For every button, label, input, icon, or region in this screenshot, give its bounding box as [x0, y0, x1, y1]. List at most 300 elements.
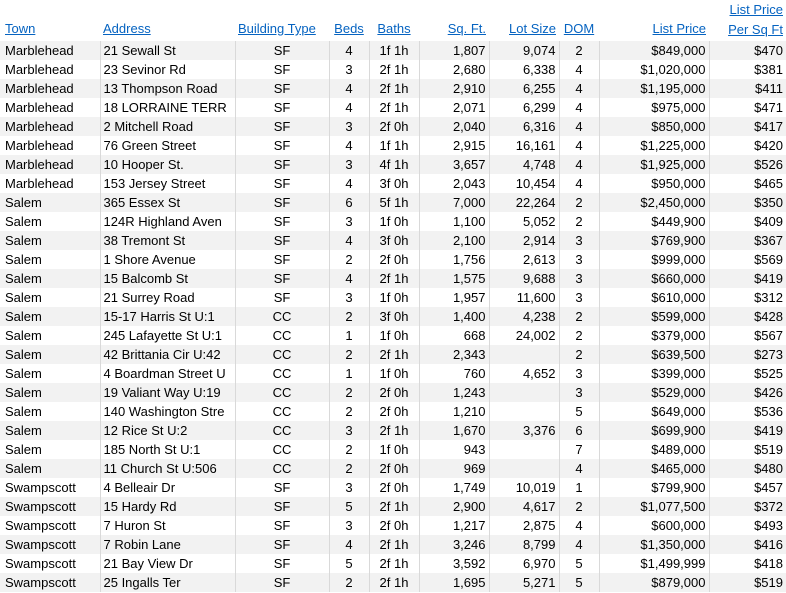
cell-building-type[interactable]: SF — [235, 288, 329, 307]
cell-address[interactable]: 4 Belleair Dr — [100, 478, 235, 497]
cell-baths[interactable]: 2f 1h — [369, 79, 419, 98]
cell-sqft[interactable]: 7,000 — [419, 193, 489, 212]
cell-building-type[interactable]: CC — [235, 402, 329, 421]
cell-building-type[interactable]: SF — [235, 573, 329, 592]
cell-price-per-sqft[interactable]: $409 — [754, 214, 783, 229]
cell-baths[interactable]: 2f 0h — [369, 383, 419, 402]
cell-address[interactable]: 21 Surrey Road — [100, 288, 235, 307]
cell-building-type[interactable]: CC — [235, 326, 329, 345]
cell-price-per-sqft[interactable]: $519 — [709, 573, 786, 592]
cell-building-type[interactable]: CC — [235, 364, 329, 383]
cell-building-type[interactable]: SF — [235, 79, 329, 98]
header-address[interactable]: Address — [103, 21, 151, 36]
cell-lot-size[interactable] — [489, 459, 559, 478]
cell-list-price[interactable]: $529,000 — [599, 383, 709, 402]
header-lot-size[interactable]: Lot Size — [509, 21, 556, 36]
cell-town[interactable]: Marblehead — [0, 98, 100, 117]
cell-lot-size[interactable]: 16,161 — [489, 136, 559, 155]
cell-list-price[interactable]: $1,350,000 — [599, 535, 709, 554]
cell-price-per-sqft[interactable]: $525 — [754, 366, 783, 381]
cell-town[interactable]: Swampscott — [0, 535, 100, 554]
cell-price-per-sqft[interactable]: $569 — [754, 252, 783, 267]
cell-lot-size[interactable]: 6,299 — [489, 98, 559, 117]
cell-beds[interactable]: 3 — [329, 212, 369, 231]
cell-address[interactable]: 10 Hooper St. — [100, 155, 235, 174]
cell-building-type[interactable]: SF — [235, 497, 329, 516]
cell-beds[interactable]: 2 — [329, 250, 369, 269]
cell-list-price[interactable]: $1,195,000 — [599, 79, 709, 98]
cell-price-per-sqft[interactable]: $567 — [754, 328, 783, 343]
cell-sqft[interactable]: 760 — [419, 364, 489, 383]
cell-town[interactable]: Swampscott — [0, 554, 100, 573]
cell-town[interactable]: Salem — [0, 459, 100, 478]
cell-town[interactable]: Salem — [0, 326, 100, 345]
header-town[interactable]: Town — [5, 21, 36, 36]
cell-town[interactable]: Salem — [0, 231, 100, 250]
cell-baths[interactable]: 1f 1h — [369, 41, 419, 60]
cell-beds[interactable]: 2 — [329, 573, 369, 592]
cell-baths[interactable]: 2f 0h — [369, 402, 419, 421]
cell-price-per-sqft[interactable]: $419 — [709, 269, 786, 288]
cell-beds[interactable]: 4 — [329, 174, 369, 193]
cell-baths[interactable]: 1f 0h — [369, 326, 419, 345]
cell-address[interactable]: 15-17 Harris St U:1 — [100, 307, 235, 326]
cell-lot-size[interactable]: 24,002 — [489, 326, 559, 345]
cell-price-per-sqft[interactable]: $480 — [709, 459, 786, 478]
cell-address[interactable]: 25 Ingalls Ter — [100, 573, 235, 592]
cell-building-type[interactable]: CC — [235, 383, 329, 402]
cell-price-per-sqft[interactable]: $418 — [754, 556, 783, 571]
cell-baths[interactable]: 3f 0h — [369, 307, 419, 326]
cell-sqft[interactable]: 1,575 — [419, 269, 489, 288]
cell-baths[interactable]: 1f 0h — [369, 364, 419, 383]
cell-address[interactable]: 15 Balcomb St — [100, 269, 235, 288]
cell-list-price[interactable]: $639,500 — [599, 345, 709, 364]
cell-list-price[interactable]: $879,000 — [599, 573, 709, 592]
cell-beds[interactable]: 4 — [329, 535, 369, 554]
cell-baths[interactable]: 2f 1h — [369, 554, 419, 573]
cell-town[interactable]: Swampscott — [0, 478, 100, 497]
cell-lot-size[interactable]: 5,052 — [489, 212, 559, 231]
cell-sqft[interactable]: 1,100 — [419, 212, 489, 231]
cell-building-type[interactable]: SF — [235, 535, 329, 554]
cell-beds[interactable]: 3 — [329, 60, 369, 79]
cell-sqft[interactable]: 2,910 — [419, 79, 489, 98]
cell-price-per-sqft[interactable]: $419 — [709, 421, 786, 440]
cell-baths[interactable]: 2f 0h — [369, 478, 419, 497]
cell-address[interactable]: 365 Essex St — [100, 193, 235, 212]
cell-dom[interactable]: 5 — [559, 402, 599, 421]
cell-lot-size[interactable]: 2,914 — [489, 231, 559, 250]
cell-list-price[interactable]: $660,000 — [599, 269, 709, 288]
cell-lot-size[interactable]: 6,255 — [489, 79, 559, 98]
cell-baths[interactable]: 1f 0h — [369, 440, 419, 459]
cell-list-price[interactable]: $699,900 — [599, 421, 709, 440]
cell-price-per-sqft[interactable]: $465 — [754, 176, 783, 191]
cell-beds[interactable]: 6 — [329, 193, 369, 212]
cell-sqft[interactable]: 668 — [419, 326, 489, 345]
cell-town[interactable]: Marblehead — [0, 136, 100, 155]
cell-lot-size[interactable]: 5,271 — [489, 573, 559, 592]
cell-building-type[interactable]: CC — [235, 307, 329, 326]
cell-beds[interactable]: 1 — [329, 364, 369, 383]
cell-town[interactable]: Salem — [0, 402, 100, 421]
cell-town[interactable]: Salem — [0, 250, 100, 269]
cell-dom[interactable]: 7 — [559, 440, 599, 459]
cell-address[interactable]: 12 Rice St U:2 — [100, 421, 235, 440]
cell-lot-size[interactable]: 10,454 — [489, 174, 559, 193]
cell-baths[interactable]: 1f 0h — [369, 212, 419, 231]
cell-sqft[interactable]: 2,100 — [419, 231, 489, 250]
cell-price-per-sqft[interactable]: $526 — [709, 155, 786, 174]
cell-beds[interactable]: 3 — [329, 155, 369, 174]
cell-price-per-sqft[interactable]: $536 — [754, 404, 783, 419]
cell-baths[interactable]: 4f 1h — [369, 155, 419, 174]
header-baths[interactable]: Baths — [377, 21, 411, 36]
cell-list-price[interactable]: $799,900 — [599, 478, 709, 497]
cell-lot-size[interactable]: 22,264 — [489, 193, 559, 212]
cell-baths[interactable]: 2f 1h — [369, 573, 419, 592]
cell-address[interactable]: 1 Shore Avenue — [100, 250, 235, 269]
cell-lot-size[interactable]: 8,799 — [489, 535, 559, 554]
header-beds[interactable]: Beds — [334, 21, 364, 36]
cell-list-price[interactable]: $999,000 — [599, 250, 709, 269]
cell-sqft[interactable]: 1,807 — [419, 41, 489, 60]
cell-dom[interactable]: 1 — [559, 478, 599, 497]
cell-building-type[interactable]: SF — [235, 193, 329, 212]
cell-beds[interactable]: 4 — [329, 269, 369, 288]
cell-price-per-sqft[interactable]: $312 — [754, 290, 783, 305]
header-dom[interactable]: DOM — [563, 21, 595, 36]
cell-lot-size[interactable]: 9,688 — [489, 269, 559, 288]
cell-lot-size[interactable]: 10,019 — [489, 478, 559, 497]
cell-baths[interactable]: 3f 0h — [369, 174, 419, 193]
cell-dom[interactable]: 4 — [559, 174, 599, 193]
cell-dom[interactable]: 2 — [559, 326, 599, 345]
cell-sqft[interactable]: 1,749 — [419, 478, 489, 497]
cell-dom[interactable]: 4 — [559, 516, 599, 535]
header-building-type[interactable]: Building Type — [238, 21, 316, 36]
cell-sqft[interactable]: 1,756 — [419, 250, 489, 269]
cell-price-per-sqft[interactable]: $350 — [709, 193, 786, 212]
cell-list-price[interactable]: $950,000 — [599, 174, 709, 193]
cell-town[interactable]: Salem — [0, 421, 100, 440]
cell-list-price[interactable]: $449,900 — [599, 212, 709, 231]
cell-building-type[interactable]: SF — [235, 117, 329, 136]
cell-lot-size[interactable] — [489, 383, 559, 402]
cell-town[interactable]: Marblehead — [0, 79, 100, 98]
cell-address[interactable]: 15 Hardy Rd — [100, 497, 235, 516]
cell-sqft[interactable]: 2,043 — [419, 174, 489, 193]
cell-lot-size[interactable]: 4,238 — [489, 307, 559, 326]
cell-town[interactable]: Swampscott — [0, 516, 100, 535]
cell-sqft[interactable]: 1,243 — [419, 383, 489, 402]
cell-building-type[interactable]: SF — [235, 98, 329, 117]
cell-town[interactable]: Swampscott — [0, 497, 100, 516]
cell-dom[interactable]: 3 — [559, 288, 599, 307]
cell-address[interactable]: 11 Church St U:506 — [100, 459, 235, 478]
cell-list-price[interactable]: $649,000 — [599, 402, 709, 421]
cell-sqft[interactable]: 1,210 — [419, 402, 489, 421]
cell-address[interactable]: 21 Sewall St — [100, 41, 235, 60]
cell-address[interactable]: 7 Huron St — [100, 516, 235, 535]
cell-baths[interactable]: 2f 1h — [369, 60, 419, 79]
cell-address[interactable]: 23 Sevinor Rd — [100, 60, 235, 79]
cell-lot-size[interactable]: 4,748 — [489, 155, 559, 174]
cell-dom[interactable]: 3 — [559, 231, 599, 250]
cell-price-per-sqft[interactable]: $457 — [754, 480, 783, 495]
cell-baths[interactable]: 2f 1h — [369, 535, 419, 554]
cell-list-price[interactable]: $399,000 — [599, 364, 709, 383]
cell-dom[interactable]: 3 — [559, 383, 599, 402]
cell-baths[interactable]: 2f 0h — [369, 250, 419, 269]
cell-lot-size[interactable] — [489, 402, 559, 421]
cell-sqft[interactable]: 2,900 — [419, 497, 489, 516]
cell-building-type[interactable]: SF — [235, 155, 329, 174]
cell-list-price[interactable]: $849,000 — [599, 41, 709, 60]
cell-sqft[interactable]: 1,670 — [419, 421, 489, 440]
cell-baths[interactable]: 1f 1h — [369, 136, 419, 155]
cell-price-per-sqft[interactable]: $428 — [709, 307, 786, 326]
cell-sqft[interactable]: 969 — [419, 459, 489, 478]
cell-lot-size[interactable]: 3,376 — [489, 421, 559, 440]
cell-lot-size[interactable]: 6,338 — [489, 60, 559, 79]
cell-dom[interactable]: 3 — [559, 269, 599, 288]
cell-dom[interactable]: 5 — [559, 573, 599, 592]
cell-lot-size[interactable]: 2,613 — [489, 250, 559, 269]
cell-baths[interactable]: 2f 1h — [369, 98, 419, 117]
cell-address[interactable]: 153 Jersey Street — [100, 174, 235, 193]
cell-list-price[interactable]: $850,000 — [599, 117, 709, 136]
cell-baths[interactable]: 2f 0h — [369, 459, 419, 478]
cell-beds[interactable]: 3 — [329, 288, 369, 307]
cell-price-per-sqft[interactable]: $470 — [709, 41, 786, 60]
cell-beds[interactable]: 1 — [329, 326, 369, 345]
cell-baths[interactable]: 2f 1h — [369, 497, 419, 516]
cell-beds[interactable]: 4 — [329, 79, 369, 98]
cell-town[interactable]: Salem — [0, 269, 100, 288]
cell-beds[interactable]: 2 — [329, 440, 369, 459]
cell-list-price[interactable]: $2,450,000 — [599, 193, 709, 212]
cell-dom[interactable]: 4 — [559, 155, 599, 174]
cell-lot-size[interactable] — [489, 440, 559, 459]
cell-town[interactable]: Salem — [0, 383, 100, 402]
cell-price-per-sqft[interactable]: $519 — [754, 442, 783, 457]
cell-beds[interactable]: 3 — [329, 478, 369, 497]
cell-dom[interactable]: 4 — [559, 136, 599, 155]
cell-sqft[interactable]: 1,217 — [419, 516, 489, 535]
cell-building-type[interactable]: CC — [235, 459, 329, 478]
cell-sqft[interactable]: 3,657 — [419, 155, 489, 174]
cell-town[interactable]: Salem — [0, 193, 100, 212]
cell-price-per-sqft[interactable]: $372 — [709, 497, 786, 516]
cell-sqft[interactable]: 1,400 — [419, 307, 489, 326]
cell-beds[interactable]: 3 — [329, 516, 369, 535]
cell-beds[interactable]: 4 — [329, 136, 369, 155]
header-sqft[interactable]: Sq. Ft. — [447, 21, 486, 36]
cell-town[interactable]: Salem — [0, 307, 100, 326]
cell-address[interactable]: 21 Bay View Dr — [100, 554, 235, 573]
cell-address[interactable]: 42 Brittania Cir U:42 — [100, 345, 235, 364]
cell-list-price[interactable]: $1,925,000 — [599, 155, 709, 174]
cell-building-type[interactable]: SF — [235, 174, 329, 193]
cell-dom[interactable]: 2 — [559, 307, 599, 326]
cell-lot-size[interactable]: 4,652 — [489, 364, 559, 383]
cell-address[interactable]: 18 LORRAINE TERR — [100, 98, 235, 117]
cell-dom[interactable]: 3 — [559, 364, 599, 383]
cell-baths[interactable]: 2f 0h — [369, 516, 419, 535]
cell-dom[interactable]: 2 — [559, 41, 599, 60]
cell-building-type[interactable]: CC — [235, 421, 329, 440]
cell-price-per-sqft[interactable]: $411 — [709, 79, 786, 98]
cell-list-price[interactable]: $769,900 — [599, 231, 709, 250]
cell-beds[interactable]: 4 — [329, 41, 369, 60]
cell-town[interactable]: Swampscott — [0, 573, 100, 592]
cell-town[interactable]: Marblehead — [0, 60, 100, 79]
cell-building-type[interactable]: SF — [235, 60, 329, 79]
cell-beds[interactable]: 2 — [329, 345, 369, 364]
cell-address[interactable]: 13 Thompson Road — [100, 79, 235, 98]
cell-beds[interactable]: 2 — [329, 459, 369, 478]
cell-building-type[interactable]: SF — [235, 516, 329, 535]
cell-building-type[interactable]: SF — [235, 250, 329, 269]
header-list-price[interactable]: List Price — [652, 21, 706, 36]
cell-dom[interactable]: 4 — [559, 79, 599, 98]
cell-beds[interactable]: 2 — [329, 307, 369, 326]
cell-sqft[interactable]: 3,246 — [419, 535, 489, 554]
cell-address[interactable]: 245 Lafayette St U:1 — [100, 326, 235, 345]
cell-price-per-sqft[interactable]: $420 — [754, 138, 783, 153]
cell-lot-size[interactable]: 6,316 — [489, 117, 559, 136]
cell-beds[interactable]: 4 — [329, 98, 369, 117]
cell-lot-size[interactable]: 11,600 — [489, 288, 559, 307]
cell-list-price[interactable]: $1,020,000 — [599, 60, 709, 79]
cell-beds[interactable]: 3 — [329, 421, 369, 440]
cell-lot-size[interactable]: 6,970 — [489, 554, 559, 573]
cell-sqft[interactable]: 2,040 — [419, 117, 489, 136]
cell-sqft[interactable]: 2,680 — [419, 60, 489, 79]
cell-beds[interactable]: 3 — [329, 117, 369, 136]
cell-baths[interactable]: 5f 1h — [369, 193, 419, 212]
cell-dom[interactable]: 4 — [559, 98, 599, 117]
cell-town[interactable]: Salem — [0, 440, 100, 459]
cell-list-price[interactable]: $599,000 — [599, 307, 709, 326]
cell-address[interactable]: 185 North St U:1 — [100, 440, 235, 459]
cell-address[interactable]: 38 Tremont St — [100, 231, 235, 250]
cell-building-type[interactable]: CC — [235, 440, 329, 459]
cell-town[interactable]: Marblehead — [0, 155, 100, 174]
cell-baths[interactable]: 2f 1h — [369, 269, 419, 288]
cell-list-price[interactable]: $1,077,500 — [599, 497, 709, 516]
cell-baths[interactable]: 3f 0h — [369, 231, 419, 250]
cell-address[interactable]: 19 Valiant Way U:19 — [100, 383, 235, 402]
cell-address[interactable]: 2 Mitchell Road — [100, 117, 235, 136]
cell-sqft[interactable]: 943 — [419, 440, 489, 459]
cell-dom[interactable]: 2 — [559, 497, 599, 516]
cell-lot-size[interactable]: 9,074 — [489, 41, 559, 60]
cell-building-type[interactable]: SF — [235, 231, 329, 250]
cell-dom[interactable]: 4 — [559, 459, 599, 478]
cell-town[interactable]: Salem — [0, 364, 100, 383]
cell-town[interactable]: Marblehead — [0, 41, 100, 60]
cell-beds[interactable]: 2 — [329, 383, 369, 402]
cell-baths[interactable]: 2f 1h — [369, 421, 419, 440]
cell-address[interactable]: 124R Highland Aven — [100, 212, 235, 231]
cell-list-price[interactable]: $1,225,000 — [599, 136, 709, 155]
cell-price-per-sqft[interactable]: $493 — [754, 518, 783, 533]
cell-dom[interactable]: 6 — [559, 421, 599, 440]
cell-baths[interactable]: 2f 1h — [369, 345, 419, 364]
cell-sqft[interactable]: 2,071 — [419, 98, 489, 117]
cell-list-price[interactable]: $975,000 — [599, 98, 709, 117]
cell-sqft[interactable]: 2,343 — [419, 345, 489, 364]
cell-building-type[interactable]: SF — [235, 478, 329, 497]
cell-price-per-sqft[interactable]: $426 — [709, 383, 786, 402]
cell-lot-size[interactable]: 4,617 — [489, 497, 559, 516]
cell-list-price[interactable]: $379,000 — [599, 326, 709, 345]
cell-town[interactable]: Marblehead — [0, 117, 100, 136]
header-list-price-per-sqft[interactable] — [709, 0, 786, 41]
cell-dom[interactable]: 2 — [559, 345, 599, 364]
cell-dom[interactable]: 4 — [559, 535, 599, 554]
cell-baths[interactable]: 1f 0h — [369, 288, 419, 307]
cell-dom[interactable]: 2 — [559, 193, 599, 212]
cell-building-type[interactable]: CC — [235, 345, 329, 364]
cell-town[interactable]: Marblehead — [0, 174, 100, 193]
cell-beds[interactable]: 4 — [329, 231, 369, 250]
cell-building-type[interactable]: SF — [235, 41, 329, 60]
cell-building-type[interactable]: SF — [235, 554, 329, 573]
cell-dom[interactable]: 3 — [559, 250, 599, 269]
cell-beds[interactable]: 5 — [329, 554, 369, 573]
cell-dom[interactable]: 4 — [559, 117, 599, 136]
cell-sqft[interactable]: 2,915 — [419, 136, 489, 155]
cell-list-price[interactable]: $610,000 — [599, 288, 709, 307]
cell-town[interactable]: Salem — [0, 288, 100, 307]
cell-sqft[interactable]: 1,957 — [419, 288, 489, 307]
cell-lot-size[interactable]: 2,875 — [489, 516, 559, 535]
cell-price-per-sqft[interactable]: $381 — [754, 62, 783, 77]
cell-price-per-sqft[interactable]: $471 — [754, 100, 783, 115]
cell-dom[interactable]: 2 — [559, 212, 599, 231]
cell-address[interactable]: 76 Green Street — [100, 136, 235, 155]
cell-sqft[interactable]: 3,592 — [419, 554, 489, 573]
cell-list-price[interactable]: $489,000 — [599, 440, 709, 459]
cell-building-type[interactable]: SF — [235, 136, 329, 155]
cell-building-type[interactable]: SF — [235, 269, 329, 288]
cell-list-price[interactable]: $465,000 — [599, 459, 709, 478]
cell-baths[interactable]: 2f 0h — [369, 117, 419, 136]
cell-beds[interactable]: 2 — [329, 402, 369, 421]
cell-town[interactable]: Salem — [0, 212, 100, 231]
cell-lot-size[interactable] — [489, 345, 559, 364]
cell-list-price[interactable]: $1,499,999 — [599, 554, 709, 573]
cell-price-per-sqft[interactable]: $416 — [709, 535, 786, 554]
cell-dom[interactable]: 5 — [559, 554, 599, 573]
cell-price-per-sqft[interactable]: $273 — [709, 345, 786, 364]
cell-price-per-sqft[interactable]: $417 — [709, 117, 786, 136]
cell-address[interactable]: 7 Robin Lane — [100, 535, 235, 554]
cell-address[interactable]: 140 Washington Stre — [100, 402, 235, 421]
cell-price-per-sqft[interactable]: $367 — [709, 231, 786, 250]
cell-dom[interactable]: 4 — [559, 60, 599, 79]
cell-address[interactable]: 4 Boardman Street U — [100, 364, 235, 383]
cell-list-price[interactable]: $600,000 — [599, 516, 709, 535]
cell-town[interactable]: Salem — [0, 345, 100, 364]
cell-beds[interactable]: 5 — [329, 497, 369, 516]
cell-sqft[interactable]: 1,695 — [419, 573, 489, 592]
cell-building-type[interactable]: SF — [235, 212, 329, 231]
